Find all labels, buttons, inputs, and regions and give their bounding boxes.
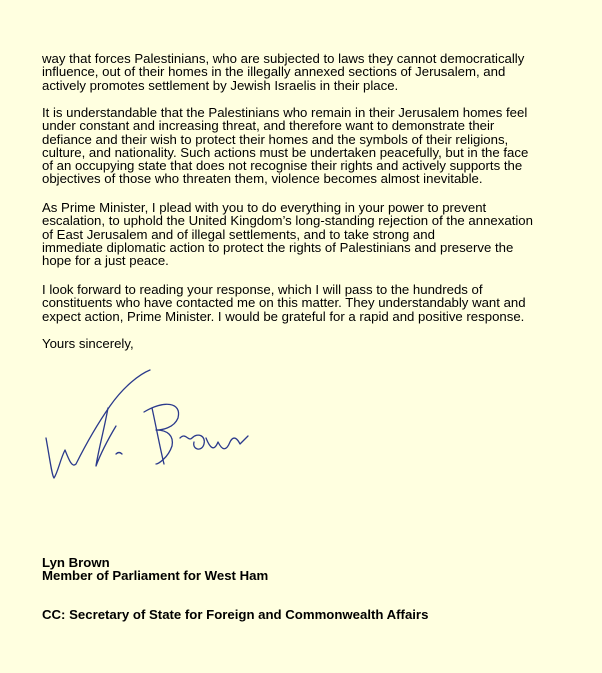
text-line: It is understandable that the Palestinians who remain in their Jerusalem homes feel [42,105,528,120]
text-line: influence, out of their homes in the illegally annexed sections of Jerusalem, and [42,64,506,80]
paragraph-response [42,283,592,323]
text-line: constituents who have contacted me on this matter. They understandably want and [42,295,526,311]
text-line: defiance and their wish to protect their homes and the symbols of their religions, [42,131,509,147]
handwritten-signature [40,368,250,490]
text-line: I look forward to reading your response, which I will pass to the hundreds of [42,282,483,297]
paragraph-plea [42,201,592,267]
paragraph-annexation [42,52,592,92]
text-line: actively promotes settlement by Jewish Israelis in their place. [42,77,399,93]
closing-salutation: Yours sincerely, [42,336,134,351]
text-line: culture, and nationality. Such actions must be undertaken peacefully, but in the face [42,144,529,160]
signatory-title: Member of Parliament for West Ham [42,568,269,583]
text-line: expect action, Prime Minister. I would be grateful for a rapid and positive response. [42,308,525,324]
text-line: under constant and increasing threat, and therefore want to demonstrate their [42,118,495,134]
text-line: of East Jerusalem and of illegal settlements, and to take strong and [42,226,435,242]
cc-line: CC: Secretary of State for Foreign and Commonwealth Affairs [42,607,429,622]
paragraph-threat [42,106,592,186]
text-line: As Prime Minister, I plead with you to do everything in your power to prevent [42,200,487,215]
text-line: escalation, to uphold the United Kingdom’s long-standing rejection of the annexation [42,213,533,229]
text-line: objectives of those who threaten them, violence becomes almost inevitable. [42,171,483,187]
text-line: of an occupying state that does not recognise their rights and actively supports the [42,158,523,174]
text-line: immediate diplomatic action to protect the rights of Palestinians and preserve the [42,239,514,255]
text-line: hope for a just peace. [42,253,169,269]
text-line: way that forces Palestinians, who are subjected to laws they cannot democratically [42,51,525,66]
signatory-name: Lyn Brown [42,555,110,570]
